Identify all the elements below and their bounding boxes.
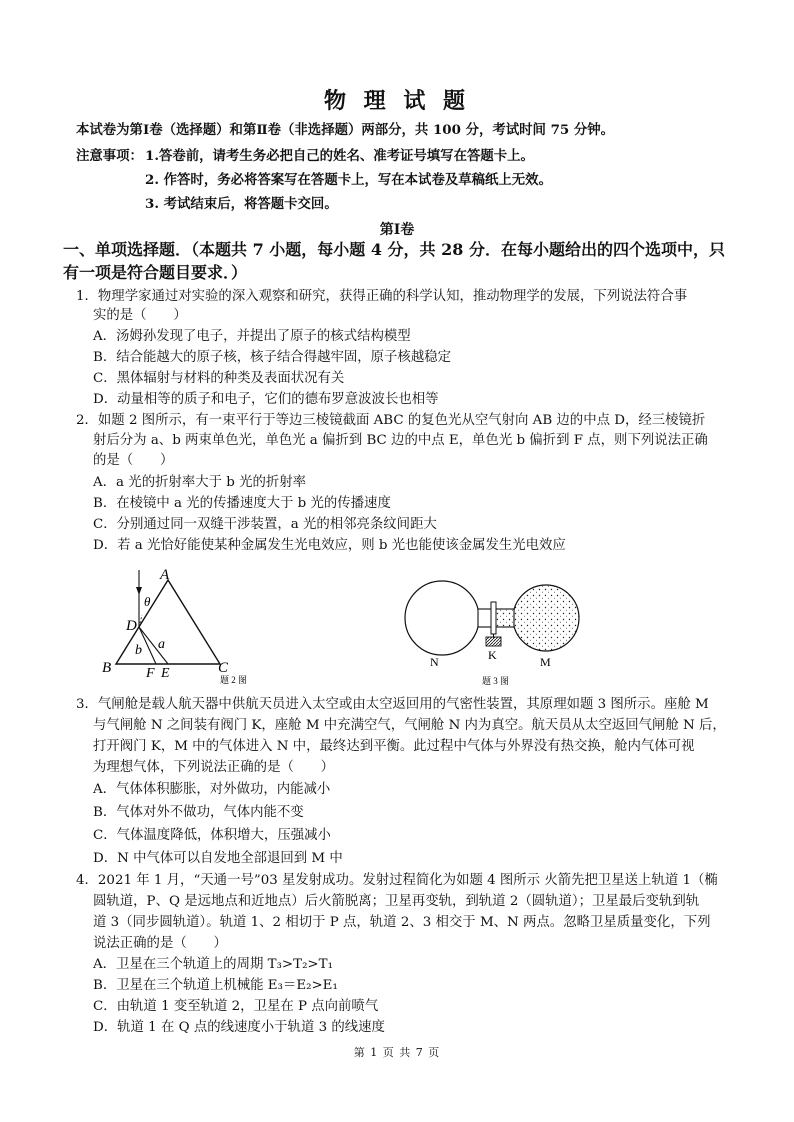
part-title: 第Ⅰ卷 bbox=[379, 222, 415, 238]
page-footer: 第 1 页 共 7 页 bbox=[353, 1046, 441, 1059]
q3-option-c: C．气体温度降低，体积增大，压强减小 bbox=[93, 828, 331, 843]
q2-stem-line1: 2．如题 2 图所示，有一束平行于等边三棱镜截面 ABC 的复色光从空气射向 AB 边的中点 D，经三棱镜折 bbox=[76, 413, 706, 428]
q3-option-b: B．气体对外不做功，气体内能不变 bbox=[93, 805, 304, 820]
q4-option-a: A．卫星在三个轨道上的周期 T₃>T₂>T₁ bbox=[93, 957, 333, 972]
q1-option-a: A．汤姆孙发现了电子，并提出了原子的核式结构模型 bbox=[93, 329, 411, 344]
q1-stem-line2: 实的是（ ） bbox=[93, 308, 187, 323]
q3-stem-line2: 与气闸舱 N 之间装有阀门 K，座舱 M 中充满空气，气闸舱 N 内为真空。航天员从太空返回气闸舱 N 后， bbox=[93, 718, 726, 733]
page-title: 物 理 试 题 bbox=[324, 88, 470, 114]
q2-stem-line3: 的是（ ） bbox=[93, 453, 174, 468]
q4-stem-line3: 道 3（同步圆轨道）。轨道 1、2 相切于 P 点，轨道 2、3 相交于 M、N 两点。忽略卫星质量变化，下列 bbox=[93, 915, 711, 930]
valve-k bbox=[491, 602, 496, 634]
fig2-label-d: D bbox=[126, 618, 137, 634]
fig3-label-m: M bbox=[540, 655, 551, 669]
fig2-label-e: E bbox=[161, 666, 170, 681]
figure-3-airlock bbox=[400, 570, 600, 692]
q4-option-d: D．轨道 1 在 Q 点的线速度小于轨道 3 的线速度 bbox=[93, 1020, 385, 1035]
fig2-label-a-vertex: A bbox=[160, 567, 170, 583]
q2-option-a: A．a 光的折射率大于 b 光的折射率 bbox=[93, 475, 307, 490]
section-heading-line2: 有一项是符合题目要求．） bbox=[63, 263, 248, 282]
q4-option-c: C．由轨道 1 变至轨道 2，卫星在 P 点向前喷气 bbox=[93, 999, 379, 1014]
fig2-label-c-vertex: C bbox=[218, 660, 229, 676]
fig3-caption: 题 3 图 bbox=[482, 676, 510, 686]
q3-stem-line3: 打开阀门 K，M 中的气体进入 N 中，最终达到平衡。此过程中气体与外界没有热交换，舱内气体可视 bbox=[93, 739, 695, 754]
fig2-label-f: F bbox=[146, 666, 155, 681]
fig2-label-b-vertex: B bbox=[102, 660, 112, 676]
q1-option-d: D．动量相等的质子和电子，它们的德布罗意波波长也相等 bbox=[93, 392, 439, 407]
q4-stem-line2: 圆轨道，P、Q 是远地点和近地点）后火箭脱离；卫星再变轨，到轨道 2（圆轨道）；卫星最后变轨到轨 bbox=[93, 894, 700, 909]
notice-item-2: 2. 作答时，务必将答案写在答题卡上，写在本试卷及草稿纸上无效。 bbox=[145, 172, 552, 188]
exam-intro: 本试卷为第Ⅰ卷（选择题）和第Ⅱ卷（非选择题）两部分，共 100 分，考试时间 75 分钟。 bbox=[76, 122, 615, 138]
fig2-label-theta: θ bbox=[144, 594, 151, 609]
q4-stem-line1: 4．2021 年 1 月，“天通一号”03 星发射成功。发射过程简化为如题 4 图所示 火箭先把卫星送上轨道 1（椭 bbox=[76, 873, 718, 888]
q2-option-c: C．分别通过同一双缝干涉装置，a 光的相邻亮条纹间距大 bbox=[93, 517, 437, 532]
q4-stem-line4: 说法正确的是（ ） bbox=[93, 936, 227, 951]
q3-stem-line1: 3．气闸舱是载人航天器中供航天员进入太空或由太空返回用的气密性装置，其原理如题 3 图所示。座舱 M bbox=[76, 697, 709, 712]
q3-option-a: A．气体体积膨胀，对外做功，内能减小 bbox=[93, 782, 331, 797]
q2-stem-line2: 射后分为 a、b 两束单色光，单色光 a 偏折到 BC 边的中点 E，单色光 b 偏折到 F 点，则下列说法正确 bbox=[93, 433, 708, 448]
incident-arrow bbox=[136, 587, 142, 595]
q2-option-b: B．在棱镜中 a 光的传播速度大于 b 光的传播速度 bbox=[93, 496, 391, 511]
chamber-m bbox=[513, 585, 579, 651]
q3-option-d: D．N 中气体可以自发地全部退回到 M 中 bbox=[93, 851, 343, 866]
fig3-label-k: K bbox=[488, 648, 497, 662]
q3-stem-line4: 为理想气体，下列说法正确的是（ ） bbox=[93, 760, 335, 775]
chamber-n bbox=[405, 581, 479, 655]
valve-base bbox=[486, 637, 501, 646]
notice-item-3: 3. 考试结束后，将答题卡交回。 bbox=[145, 196, 338, 212]
notice-item-1: 1.答卷前，请考生务必把自己的姓名、准考证号填写在答题卡上。 bbox=[145, 148, 534, 164]
q1-stem-line1: 1．物理学家通过对实验的深入观察和研究，获得正确的科学认知，推动物理学的发展，下列说法符合事 bbox=[76, 289, 688, 304]
notice-label: 注意事项： bbox=[76, 148, 143, 164]
fig3-label-n: N bbox=[430, 655, 439, 669]
section-heading-line1: 一、单项选择题．（本题共 7 小题，每小题 4 分，共 28 分．在每小题给出的四个选项中，只 bbox=[63, 240, 725, 259]
pipe-air bbox=[496, 609, 514, 627]
fig2-label-ray-a: a bbox=[158, 637, 165, 652]
q4-option-b: B．卫星在三个轨道上机械能 E₃＝E₂>E₁ bbox=[93, 978, 338, 993]
q1-option-b: B．结合能越大的原子核，核子结合得越牢固，原子核越稳定 bbox=[93, 350, 451, 365]
q1-option-c: C．黑体辐射与材料的种类及表面状况有关 bbox=[93, 371, 345, 386]
q2-option-d: D．若 a 光恰好能使某种金属发生光电效应，则 b 光也能使该金属发生光电效应 bbox=[93, 538, 566, 553]
fig2-caption: 题 2 图 bbox=[220, 675, 248, 685]
figure-2-prism bbox=[98, 562, 288, 690]
fig2-label-ray-b: b bbox=[135, 643, 142, 658]
